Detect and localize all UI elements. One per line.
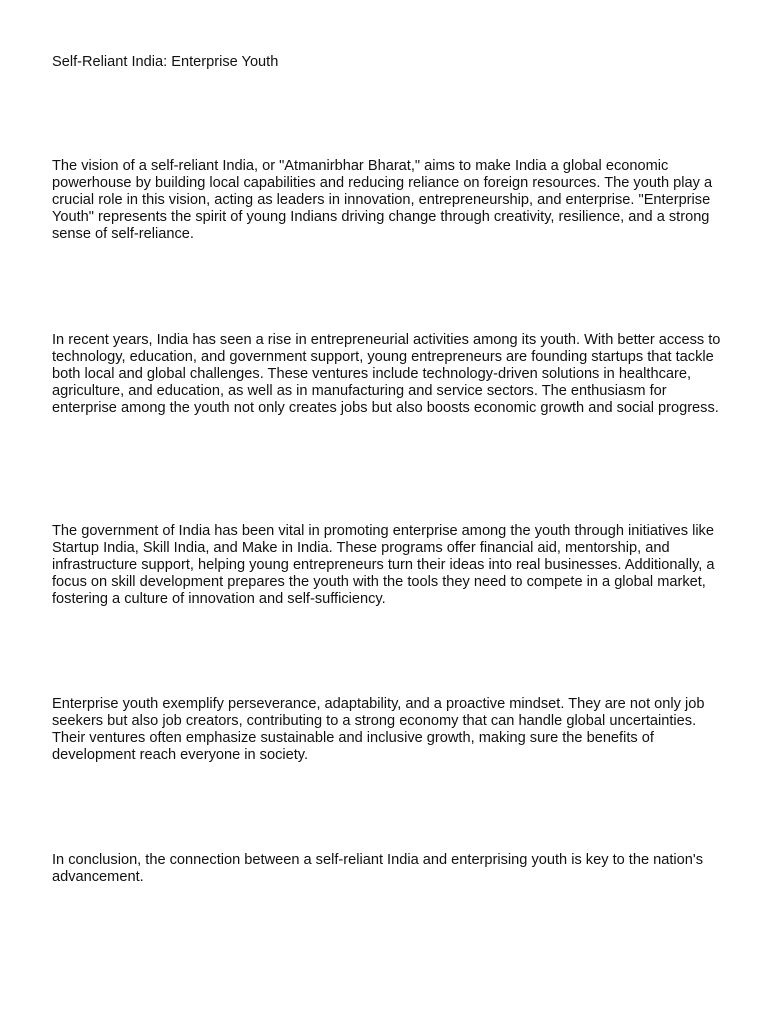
paragraph-enterprise-youth-traits: Enterprise youth exemplify perseverance, adaptability, and a proactive mindset. They are not only job seekers but also job creators, contributing to a strong economy that can handle global uncertainties. Their ventures often emphasize sustainable and inclusive growth, making sure the benefits of development reach everyone in society. [52,696,705,763]
paragraph-government-initiatives: The government of India has been vital in promoting enterprise among the youth through initiatives like Startup India, Skill India, and Make in India. These programs offer financial aid, mentorship, and infrastructure support, helping young entrepreneurs turn their ideas into real businesses. Additionally, a focus on skill development prepares the youth with the tools they need to compete in a global market, fostering a culture of innovation and self-sufficiency. [52,523,715,607]
paragraph-vision: The vision of a self-reliant India, or "Atmanirbhar Bharat," aims to make India a global economic powerhouse by building local capabilities and reducing reliance on foreign resources. The youth play a crucial role in this vision, acting as leaders in innovation, entrepreneurship, and enterprise. "Enterprise Youth" represents the spirit of young Indians driving change through creativity, resilience, and a strong sense of self-reliance. [52,158,713,242]
document-title: Self-Reliant India: Enterprise Youth [52,54,279,70]
paragraph-conclusion: In conclusion, the connection between a self-reliant India and enterprising youth is key to the nation's advancement. [52,852,703,885]
paragraph-entrepreneurial-rise: In recent years, India has seen a rise in entrepreneurial activities among its youth. With better access to technology, education, and government support, young entrepreneurs are founding startups that tackle both local and global challenges. These ventures include technology-driven solutions in healthcare, agriculture, and education, as well as in manufacturing and service sectors. The enthusiasm for enterprise among the youth not only creates jobs but also boosts economic growth and social progress. [52,332,721,416]
